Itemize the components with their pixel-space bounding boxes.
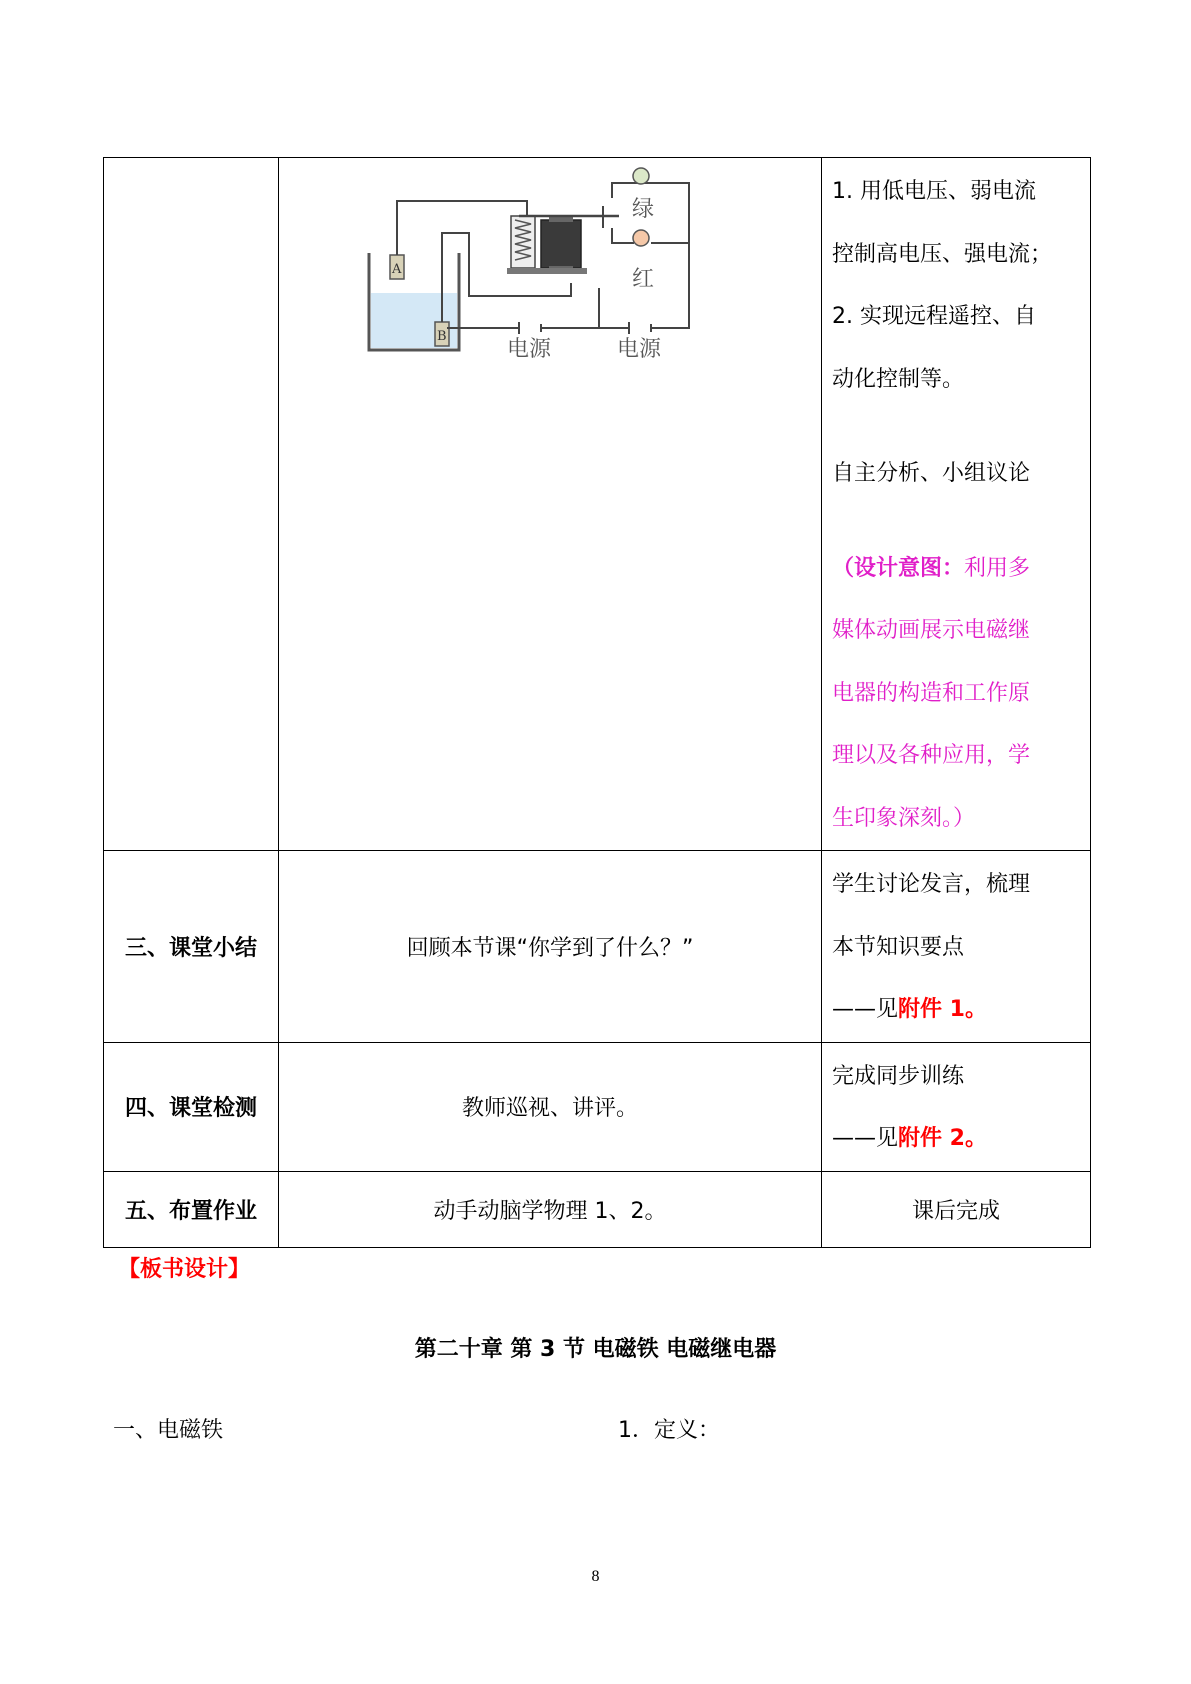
design-intent-line: 电器的构造和工作原 [832,680,1031,706]
table-row [104,1042,1091,1171]
student-activity-cell [822,1042,1091,1171]
board-design-heading: 【板书设计】 [118,1257,251,1282]
page-number: 8 [591,1568,600,1585]
relay-circuit-diagram [279,158,821,358]
attachment-ref: 附件 2。 [898,1126,987,1151]
electrode-a-label: A [392,262,402,277]
note-line: 学生讨论发言，梳理 [832,872,1031,897]
power-source-2-label: 电源 [617,337,662,358]
board-item-electromagnet: 一、电磁铁 [113,1418,224,1443]
stage-cell: 四、课堂检测 [104,1042,279,1171]
student-activity-cell: 课后完成 [822,1171,1091,1247]
see-prefix: ——见 [832,997,899,1022]
note-line [832,979,1084,1042]
table-row [104,851,1091,1043]
spacer [832,506,1084,538]
electrode-b-label: B [437,329,447,344]
chapter-title: 第二十章 第 3 节 电磁铁 电磁继电器 [414,1337,777,1362]
stage-cell: 三、课堂小结 [104,851,279,1043]
table-row [104,1171,1091,1247]
lesson-table [103,157,1091,1248]
student-activity-cell [822,851,1091,1043]
stage-cell-empty [104,158,279,851]
note-line: 2. 实现远程遥控、自 [832,304,1036,329]
teacher-activity-cell: 动手动脑学物理 1、2。 [279,1171,822,1247]
red-lamp-label: 红 [632,267,655,292]
green-lamp-label: 绿 [632,197,655,222]
design-intent-line: 理以及各种应用，学 [832,743,1031,768]
note-line: 1. 用低电压、弱电流 [832,179,1036,204]
teacher-activity-cell: 回顾本节课“你学到了什么？” [279,851,822,1043]
design-intent-line [832,538,1084,601]
attachment-ref: 附件 1。 [898,997,987,1022]
note-line: 本节知识要点 [832,934,965,960]
note-line: 完成同步训练 [832,1063,965,1089]
note-line: 控制高电压、强电流； [832,241,1053,267]
diagram-cell [279,158,822,851]
table-row [104,158,1091,851]
student-activity-cell [822,158,1091,851]
power-source-1-label: 电源 [507,337,552,358]
note-line: 动化控制等。 [832,366,965,392]
design-intent-text: 利用多 [964,555,1031,581]
teacher-activity-cell: 教师巡视、讲评。 [279,1042,822,1171]
design-intent-line: 媒体动画展示电磁继 [832,618,1031,643]
see-prefix: ——见 [832,1126,899,1151]
board-item-definition: 1．定义： [618,1418,720,1443]
spacer [832,411,1084,443]
stage-cell: 五、布置作业 [104,1171,279,1247]
note-line [832,1108,1084,1171]
note-line: 自主分析、小组议论 [832,461,1031,486]
design-intent-label: （设计意图： [832,555,965,581]
design-intent-line: 生印象深刻。） [832,805,976,831]
